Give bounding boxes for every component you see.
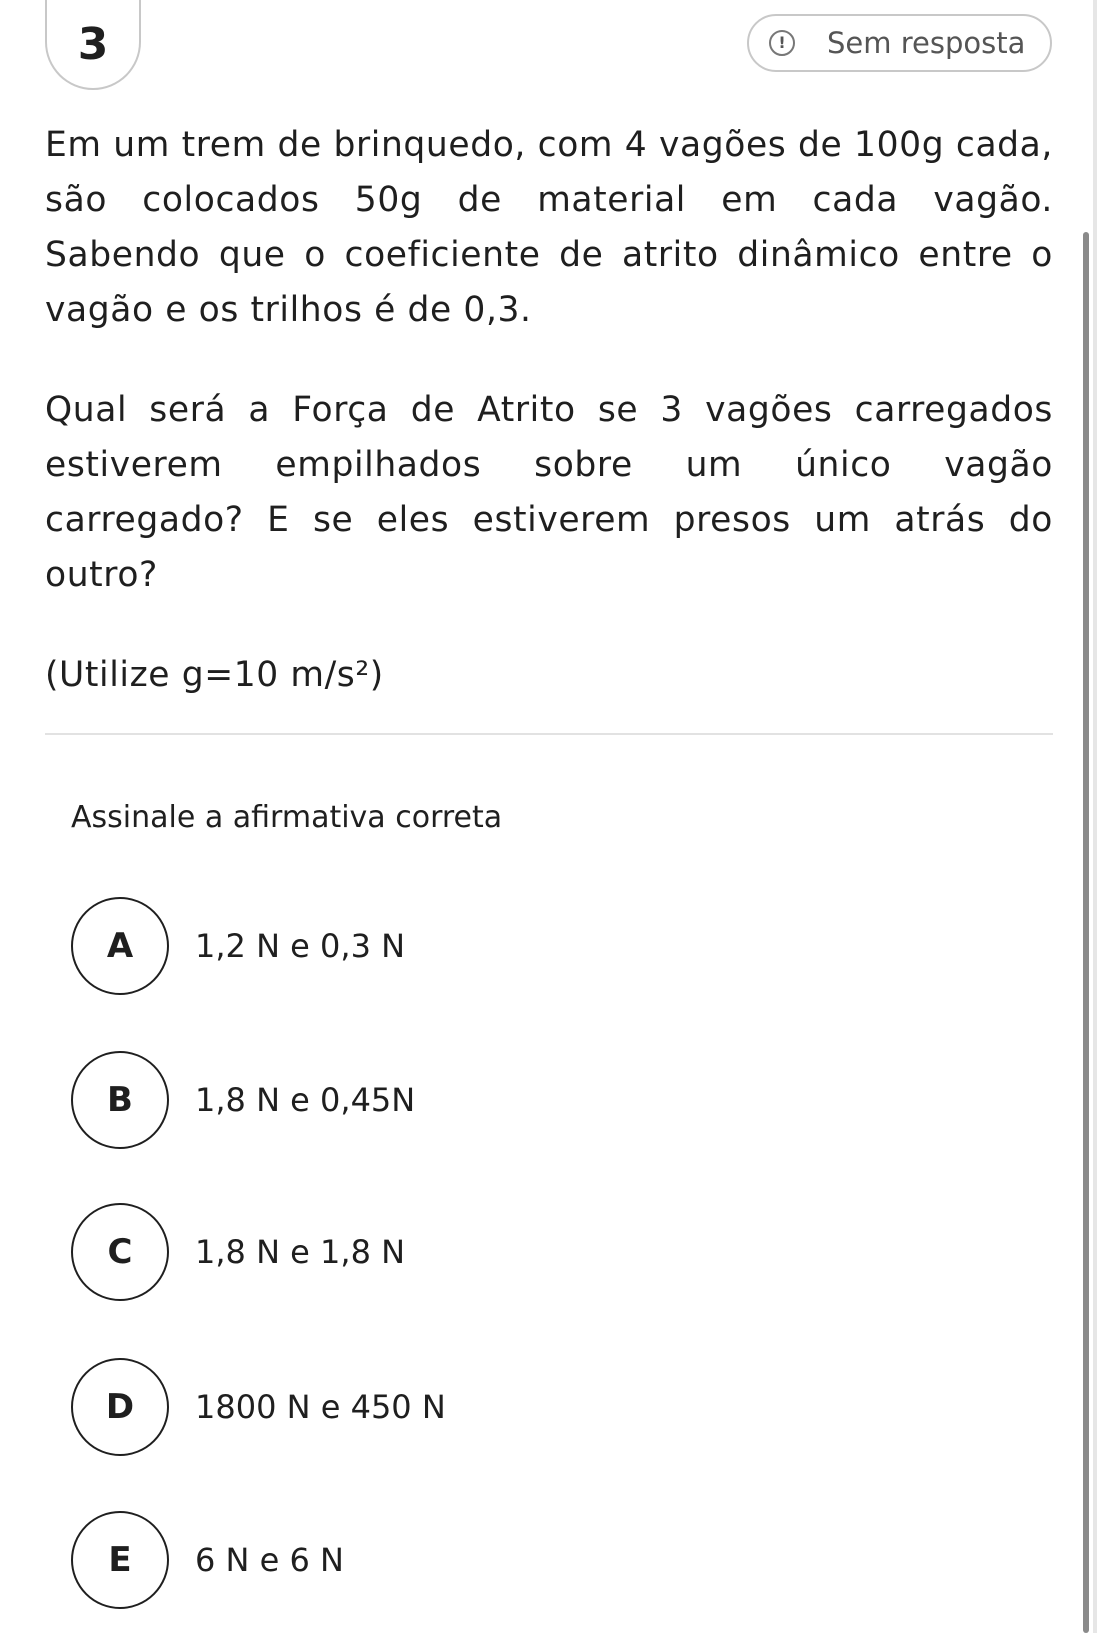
option-e[interactable] — [71, 1510, 344, 1610]
stem-text-2: Qual será a Força de Atrito se 3 vagões carregados estiverem empilhados sobre um único vagão carregado? E se eles estiverem presos um atrás do outro? — [45, 390, 1053, 595]
option-text-c[interactable]: 1,8 N e 1,8 N — [195, 1233, 406, 1271]
answer-status-label: Sem resposta — [827, 26, 1026, 60]
question-stem-paragraph-3 — [45, 648, 1053, 703]
answer-status-badge — [747, 14, 1052, 72]
option-letter-d[interactable]: D — [71, 1358, 169, 1456]
instruction-text: Assinale a afirmativa correta — [71, 800, 503, 835]
stem-text-3: (Utilize g=10 m/s²) — [45, 655, 384, 695]
option-letter-b[interactable]: B — [71, 1051, 169, 1149]
stem-text-1: Em um trem de brinquedo, com 4 vagões de 100g cada, são colocados 50g de material em cada vagão. Sabendo que o coeficiente de atrito dinâmico entre o vagão e os trilhos é de 0,3. — [45, 125, 1053, 330]
option-text-e[interactable]: 6 N e 6 N — [195, 1541, 344, 1579]
question-number: 3 — [77, 18, 109, 70]
option-letter-a[interactable]: A — [71, 897, 169, 995]
option-a[interactable] — [71, 896, 405, 996]
question-number-badge — [45, 0, 141, 90]
option-b[interactable] — [71, 1050, 415, 1150]
scrollbar-thumb[interactable] — [1083, 232, 1089, 1633]
question-stem-paragraph-2 — [45, 383, 1053, 603]
option-text-b[interactable]: 1,8 N e 0,45N — [195, 1081, 416, 1119]
option-letter-e[interactable]: E — [71, 1511, 169, 1609]
option-text-a[interactable]: 1,2 N e 0,3 N — [195, 927, 406, 965]
right-edge — [1093, 0, 1097, 1633]
divider — [45, 733, 1053, 735]
option-c[interactable] — [71, 1202, 405, 1302]
question-stem-paragraph-1 — [45, 118, 1053, 338]
option-text-d[interactable]: 1800 N e 450 N — [195, 1388, 446, 1426]
option-d[interactable] — [71, 1357, 446, 1457]
option-letter-c[interactable]: C — [71, 1203, 169, 1301]
alert-icon: ! — [769, 30, 795, 56]
